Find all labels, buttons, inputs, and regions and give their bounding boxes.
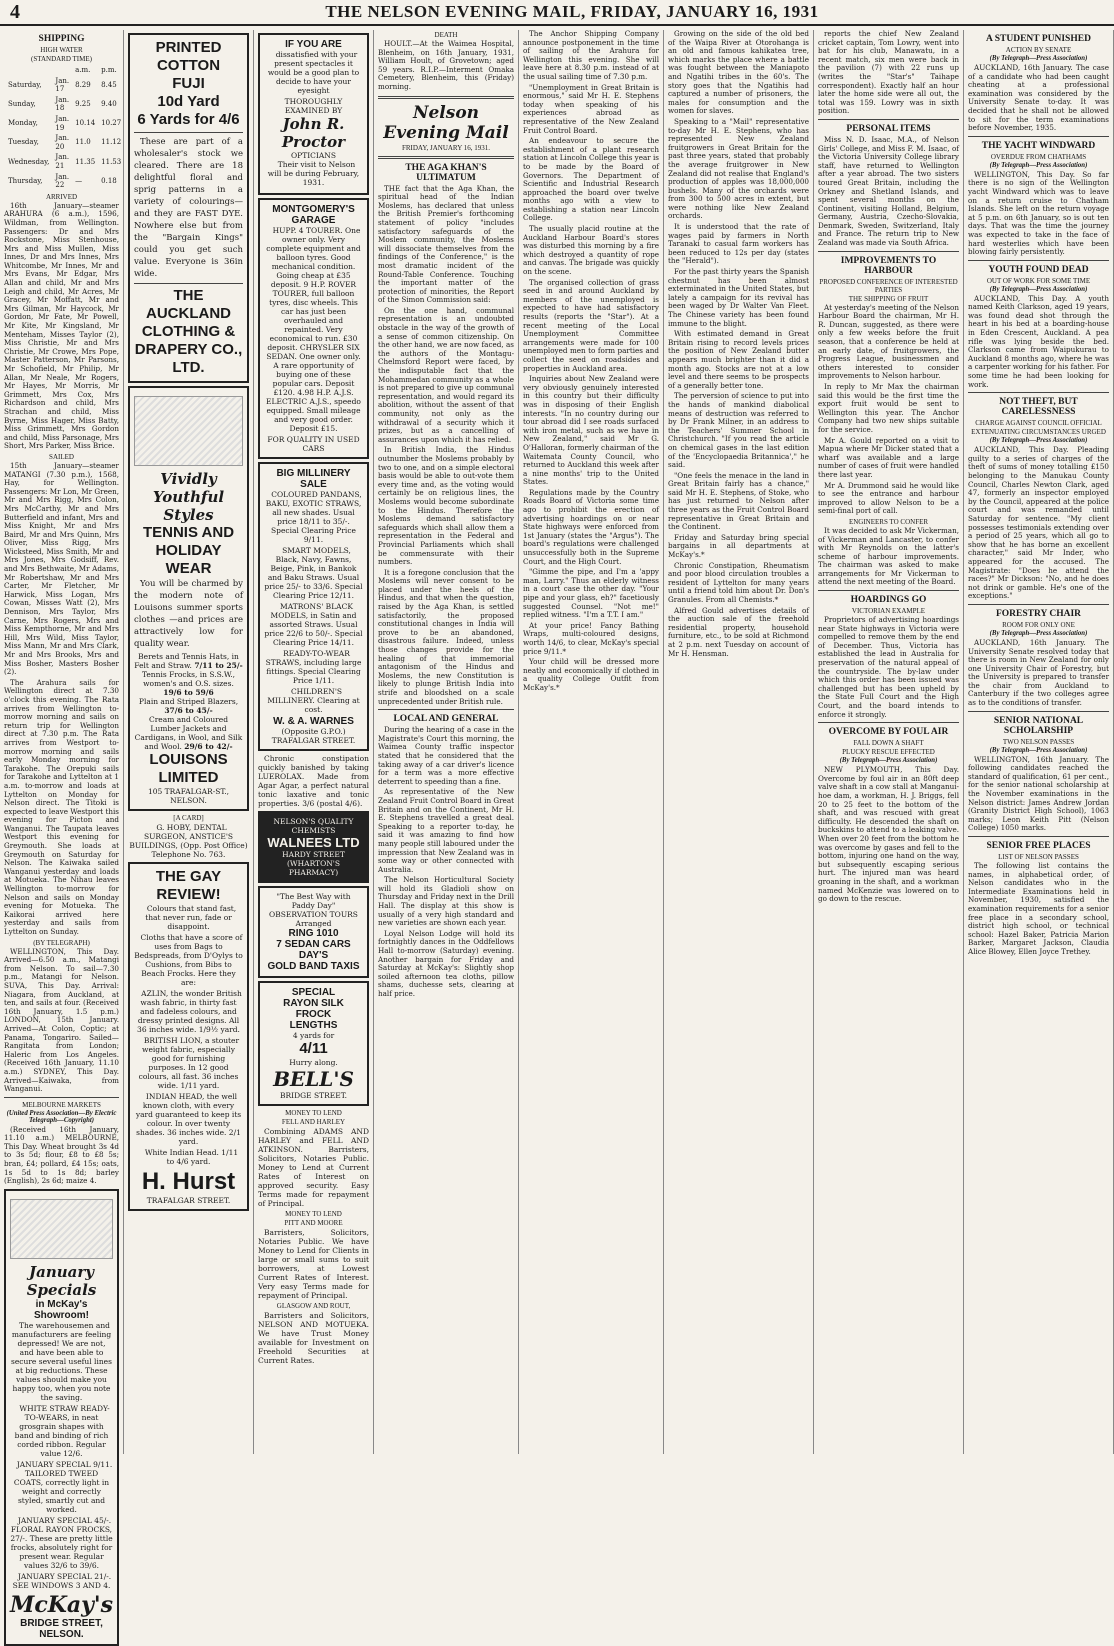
windward-subheading: OVERDUE FROM CHATHAMS — [990, 152, 1087, 161]
youth-byline: (By Telegraph—Press Association) — [989, 285, 1088, 293]
jan-item: JANUARY SPECIAL 21/-. SEE WINDOWS 3 AND 4. — [12, 1571, 112, 1590]
tide-subheading: (STANDARD TIME) — [31, 55, 92, 63]
foul-air-subheading: FALL DOWN A SHAFT — [853, 739, 924, 748]
millinery-sale: SALE — [300, 479, 327, 490]
scholarship-byline: (By Telegraph—Press Association) — [989, 746, 1088, 754]
hoardings-subheading: VICTORIAN EXAMPLE — [851, 607, 926, 616]
news-paragraph: "One feels the menace in the land in Great Britain fairly has a chance," said Mr H. E. Stephens, of Stoke, who has just returned to Nelson after three years as the Fruit Control Board representative in Great Britain and the Continent. — [668, 470, 809, 532]
editorial-paragraph: On the one hand, communal representation is an undoubted obstacle in the way of the growth of a sense of common citizenship. On the other hand, we are now faced, as the authors of the Montagu-Chelmsford Report were faced, by the indisputable fact that the Mohammedan community as a whole is not prepared to give up communal representation, and would regard its abolition, without the assent of that community, not only as the withdrawal of a security which it prizes, but as a cancelling of assurances upon which it has relied. — [378, 305, 514, 444]
montgomery-advert — [258, 198, 369, 459]
paddy-tagline: "The Best Way with Paddy Day" — [276, 892, 351, 910]
warnes-advert — [258, 462, 369, 751]
millinery-item: READY-TO-WEAR STRAWS, including large fittings. Special Clearing Price 1/11. — [265, 649, 362, 685]
lend-text-2: Barristers, Solicitors, Notaries Public. We have Money to Lend for Clients in large or small sums to suit borrowers, at Lowest Current Rates of Interest. Very easy Terms made for repayment of Principal. — [258, 1228, 369, 1300]
gay-item: White Indian Head. 1/11 to 4/6 yard. — [144, 1148, 239, 1166]
tennis-text: You will be charmed by the modern note of Louisons summer sports clothes —and prices are attractively low for quality wear. — [134, 579, 243, 649]
warnes-street: TRAFALGAR STREET. — [271, 736, 356, 745]
news-paragraph: The Anchor Shipping Company announce postponement in the time of sailing of the Arahura for Wellington this evening. She will leave here at 8.30 p.m. instead of at the usual sailing time of 7.30 p.m. — [523, 29, 659, 81]
arrived-heading: ARRIVED — [45, 192, 78, 201]
sailed-text: 15th January—steamer MATANGI (7.30 p.m.), 1568, Hay, for Wellington. Passengers: Mr Lon, Mr Green, Mr and Mrs Rigg, Mrs Colon, Mrs McCarthy, Mr and Mrs Butterfield and infant, Mrs and Miss Knight, Mr and Mrs Baird, Mr and Mrs Quinn, Mrs Oliver, Miss Rigg, Mrs Wicksteed, Miss Smith, Mr and Mrs Jones, Mrs Godsiff, Rev. and Mrs Bethwaite, Mr Adams, Mr Robertshaw, Mr and Mrs Carter, Mr Fletcher, Mr Harwick, Miss Logan, Mrs Cowan, Misses Watt (2), Mrs Dennison, Mrs Taylor, Mrs Carne, Mrs Rogers, Mrs and Miss Kempthorne, Mr and Mrs Hill, Mrs Wild, Miss Taylor, Miss Mann, Mr and Mrs Clark, Mr and Mrs Brooks, Mrs and Miss Bosher, Masters Bosher (2). — [4, 460, 119, 677]
theft-subheading: CHARGE AGAINST COUNCIL OFFICIAL — [975, 419, 1102, 428]
markets-text: (Received 16th January, 11.10 a.m.) MELBOURNE, This Day. Wheat brought 3s 4d to 3s 5d; flour, £8 to £8 5s; bran, £4; pollard, £4 15s; oats, 1s 5d to 1s 8d; barley (English), 2s 6d; maize 4. — [4, 1124, 119, 1186]
dentist-card: G. HOBY, DENTAL SURGEON, ANSTICE'S BUILDINGS, (Opp. Post Office) Telephone No. 763. — [129, 823, 248, 859]
local-paragraph: Loyal Nelson Lodge will hold its fortnightly dances in the Oddfellows Hall to-morrow (Saturday) evening. Another bargain for Friday and Saturday at McKay's: Slightly shop soiled afternoon tea cloths, pillow shams, duchesse sets, clearing at half price. — [378, 928, 514, 998]
editorial-paragraph: It is a foregone conclusion that the Moslems will never consent to be placed under the heels of the Hindus, and that when the question, raised by the Aga Khan, is settled satisfactorily, the proposed constitutional changes in India will prove to be an abandoned, disastrous failure. Indeed, unless those changes provide for the healing of that immemorial antagonism of the Hindus and Moslems, the new Constitution is likely to plunge British India into strife and bloodshed on a scale unprecedented under British rule. — [378, 567, 514, 706]
rayon-qty: 4 yards for — [292, 1031, 335, 1040]
jan-item: WHITE STRAW READY-TO-WEARS, in neat grosgrain shapes with band and binding of rich corded ribbon. Regular value 12/6. — [14, 1403, 110, 1458]
cotton-price: 10d Yard — [157, 93, 220, 110]
taxi-item: 7 SEDAN CARS — [276, 939, 351, 950]
taxi-item: RING 1010 — [288, 928, 339, 939]
cotton-text: These are part of a wholesaler's stock we cleared. There are 18 delightful floral and sprig patterns in a variety of colourings—and they are FAST DYE. Nowhere else but from the "Bargain Kings" could you get such value. Everyone is 36in wide. — [134, 137, 243, 279]
youth-subheading: OUT OF WORK FOR SOME TIME — [986, 276, 1091, 285]
warnes-location: (Opposite G.P.O.) — [281, 727, 346, 736]
editorial-paragraph: THE fact that the Aga Khan, the spiritual head of the Indian Moslems, has declared that unless the British Premier's forthcoming statement of policy "includes satisfactory safeguards of the Moslem community, the Moslems will dissociate themselves from the findings of the Conference," is the most dramatic incident of the Round-Table Conference. Touching the important matter of the protection of minorities, the Report of the Simon Commission said: — [378, 183, 514, 305]
sailed-heading: SAILED — [49, 452, 74, 461]
opticians-label: OPTICIANS — [291, 151, 336, 160]
news-paragraph: It is understood that the rate of wages paid by farmers in North Taranaki to casual farm workers has been reduced to 12s per day (states the "Herald"). — [668, 222, 809, 266]
bells-logo: BELL'S — [273, 1067, 354, 1091]
lend-heading: MONEY TO LEND — [285, 1109, 342, 1117]
louisons-limited: LIMITED — [158, 769, 219, 786]
theft-subheading-2: EXTENUATING CIRCUMSTANCES URGED — [971, 428, 1106, 437]
news-paragraph: Speaking to a "Mail" representative to-day Mr H. E. Stephens, who has represented New Zealand fruitgrowers in Great Britain for the past three years, stated that probably the average fruitgrower in New Zealand did not realise that England's production of apples was 18,000,000 bushels. Many of the orchards were from 300 to 500 acres in extent, but were nothing like New Zealand orchards. — [668, 116, 809, 221]
windward-text: WELLINGTON, This Day. So far there is no sign of the Wellington yacht Windward which was to leave on a return cruise to Chatham Islands. She left on the return voyage at 5 p.m. on 6th January, so is out ten days. That was the time the journey was expected to take in the face of hard westerlies which have been blowing fairly persistently. — [968, 169, 1109, 257]
wear-title: WEAR — [165, 560, 212, 577]
markets-byline: (United Press Association—By Electric Telegraph—Copyright) — [6, 1109, 117, 1124]
gay-item: AZLIN, the wonder British wash fabric, in thirty fast and fadeless colours, and dressy printed designs. All 36 inches wide. 1/9½ yard. — [137, 989, 242, 1034]
free-places-text: The following list contains the names, in alphabetical order, of Nelson candidates who in the Intermediate Examinations held in November, 1930, satisfied the examination requirements for a senior free place in a secondary school, district high school, or technical school: Hazel Baker, Patricia Marion Barker, Margaret Jackson, Claudia Alice Blowey, Ellen Joyce Trethey. — [968, 861, 1109, 956]
engineers-heading: ENGINEERS TO CONFER — [848, 517, 929, 526]
editorial-paragraph: In British India, the Hindus outnumber the Moslems probably by two to one, and on a simple electoral basis would be able to out-vote them every time and, as the voting would certainly be on religious lines, the Moslems would become subordinate to the Hindus. Therefore the Moslems demand satisfactory safeguards which shall allow them a representation in the Federal and Provincial Parliaments which shall be commensurate with their numbers. — [378, 445, 514, 567]
cotton-fuji: FUJI — [172, 75, 205, 92]
death-notice: HOULT.—At the Waimea Hospital, Blenheim, on 16th January, 1931, William Hoult, of Grovetown; aged 59 years. R.I.P.—Interment Omaka Cemetery, Blenheim, this (Friday) morning. — [378, 39, 514, 91]
paper-date: FRIDAY, JANUARY 16, 1931. — [401, 143, 491, 152]
harbour-subheading: PROPOSED CONFERENCE OF INTERESTED PARTIES — [819, 277, 958, 294]
taxi-item: GOLD BAND TAXIS — [267, 961, 360, 972]
harbour-paragraph: At yesterday's meeting of the Nelson Harbour Board the chairman, Mr H. R. Duncan, suggested, as there were only a few weeks before the fruit season, that a conference be held at an early date, of fruitgrowers, the Progress League, businessmen and others interested to consider improvements to Nelson harbour. — [818, 302, 959, 381]
tide-row: Saturday, Jan. 17 8.29 8.45 — [8, 76, 117, 94]
paper-nameplate: Nelson Evening Mail — [383, 102, 509, 143]
hurst-logo: H. Hurst — [141, 1168, 236, 1195]
warnes-name: W. & A. WARNES — [273, 716, 354, 727]
mckays-town: NELSON. — [39, 1628, 84, 1640]
news-paragraph: Chronic Constipation, Rheumatism and poor blood circulation troubles a resident of Lyttelton for many years until a friend told him about Dr. Don's Granules. From all Chemists.* — [668, 560, 809, 604]
walnees-pharmacy: (WHARTON'S PHARMACY) — [286, 859, 341, 877]
jan-specials-text: The warehousemen and manufacturers are feeling depressed! We are not, and have been able to secure several useful lines at big reductions. These values should make you happy too, when you note the saving. — [11, 1320, 112, 1402]
card-heading: [A CARD] — [173, 814, 204, 822]
millinery-item: COLOURED PANDANS, BAKU, EXOTIC STRAWS, all new shades. Usual price 18/11 to 35/-. Special Clearing Price 9/11. — [265, 490, 362, 544]
louisons-name: LOUISONS — [149, 751, 228, 768]
local-paragraph: As representative of the New Zealand Fruit Control Board in Great Britain and on the Continent, Mr H. E. Stephens travelled a great deal. Speaking to a reporter to-day, he said it was amazing to find how many people still laboured under the impression that New Zealand was in some way or other connected with Australia. — [378, 787, 514, 874]
vividly-text: Vividly — [160, 470, 217, 488]
millinery-item: CHILDREN'S MILLINERY. Clearing at cost. — [267, 687, 360, 714]
jan-specials-title: January Specials — [26, 1262, 97, 1299]
death-heading: DEATH — [434, 31, 458, 39]
column-editorial — [374, 30, 519, 1454]
hoardings-heading: HOARDINGS GO — [850, 595, 927, 606]
hurst-advert — [128, 862, 249, 1211]
punished-subheading: ACTION BY SENATE — [1005, 46, 1072, 54]
luerolax-text: Chronic constipation quickly banished by taking LUEROLAX. Made from Agar Agar, a perfect natural tonic laxative and tonic properties. 3/6 (postal 4/6). — [258, 754, 369, 808]
cotton-advert — [128, 33, 249, 383]
mckays-advert — [4, 1189, 119, 1646]
foul-air-byline: (By Telegraph—Press Association) — [839, 757, 938, 765]
days-taxi-advert — [258, 886, 369, 978]
foul-air-text: NEW PLYMOUTH, This Day. Overcome by foul air in an 80ft deep valve shaft in a cow stall at Manganui-hoe dam, a workman, H. J. Briggs, fell 20 to 25 feet to the bottom of the shaft, and was rescued with great difficulty. He descended the shaft on buckskins to attend to a leaking valve. When over 20 feet from the bottom he was overcome by gases and fell to the bottom, injuring one hand on the way, but subsequently escaping serious hurt. The injured man was heard groaning in the shaft, and a workman named McKenzie was lowered on to go down to the rescue. — [818, 765, 959, 904]
harbour-subheading-2: THE SHIPPING OF FRUIT — [848, 294, 929, 303]
tide-row: Thursday, Jan. 22 — 0.18 — [8, 172, 117, 190]
review-title: REVIEW! — [156, 886, 221, 903]
column-shipping — [0, 30, 124, 1640]
holiday-title: HOLIDAY — [155, 542, 222, 559]
local-heading: LOCAL AND GENERAL — [393, 714, 499, 725]
tennis-illustration — [134, 396, 243, 466]
hurst-street: TRAFALGAR STREET. — [146, 1196, 231, 1205]
shipping-heading: SHIPPING — [38, 34, 85, 44]
punished-text: AUCKLAND, 16th January. The case of a candidate who had been caught cheating at a professional examination was considered by the University Senate to-day. It was decided that he shall not be allowed to sit for the term examinations before November, 1935. — [968, 63, 1109, 133]
column-local-news — [519, 30, 664, 1454]
rayon-special: SPECIAL — [291, 987, 336, 998]
forestry-byline: (By Telegraph—Press Association) — [989, 629, 1088, 637]
tide-row: Sunday, Jan. 18 9.25 9.40 — [8, 95, 117, 113]
gay-item: INDIAN HEAD, the well known cloth, with every yard guaranteed to keep its colour. In over twenty shades. 36 inches wide. 2/1 yard. — [135, 1092, 242, 1146]
walnees-street: HARDY STREET — [282, 850, 345, 859]
theft-byline: (By Telegraph—Press Association) — [989, 437, 1088, 445]
price-item: Berets and Tennis Hats, in Felt and Straw. 7/11 to 25/- — [134, 652, 243, 670]
column-drapery-ads — [124, 30, 254, 1454]
news-paragraph: Growing on the side of the old bed of the Waipa River at Otorohanga is an old and famous kahikatea tree, which marks the place where a battle was fought between the Maniapoto and Ngatihi tribes in the 60's. The story goes that the Ngatihis had captured a number of prisoners, the males for consumption and the women for slaves. — [668, 29, 809, 116]
news-paragraph: Your child will be dressed more neatly and economically if clothed in a quality College Outfit from McKay's.* — [523, 657, 659, 692]
rayon-price: 4/11 — [299, 1040, 328, 1057]
news-paragraph: Alfred Gould advertises details of the auction sale of the freehold residential property, household furniture, etc., to be sold at Richmond at 2 p.m. next Tuesday on account of Mr H. Hensman. — [668, 605, 809, 658]
gay-item: BRITISH LION, a stouter weight fabric, especially good for furnishing purposes. In 12 good colours, all fast. 36 inches wide. 1/11 yard. — [138, 1036, 240, 1090]
newspaper-title: THE NELSON EVENING MAIL, FRIDAY, JANUARY 16, 1931 — [325, 2, 819, 21]
scholarship-heading: SENIOR NATIONAL SCHOLARSHIP — [993, 715, 1084, 736]
news-paragraph: The organised collection of grass seed in and around Auckland by members of the unemployed is expected to have had satisfactory results (reports the "Star"). At a recent meeting of the Local Unemployment Committee arrangements were made for 100 unemployed men to form parties and collect the seed on roadsides and properties in Auckland area. — [523, 277, 659, 373]
tide-row: Wednesday, Jan. 21 11.35 11.53 — [8, 153, 122, 170]
news-paragraph: Regulations made by the Country Roads Board of Victoria some time ago to prohibit the erection of advertising hoardings on or near State highways were enforced from 1st January (states the "Argus"). The board's regulations were challenged unsuccessfully both in the Supreme Court, and the High Court. — [523, 487, 659, 566]
taxi-item: DAY'S — [298, 950, 329, 961]
shipping-notes: The Arahura sails for Wellington direct at 7.30 o'clock this evening. The Rata arrives from Wellington to-morrow morning and sails on return trip for Wellington direct at 7.30 p.m. The Rata arrives from Westport to-morrow morning and sails early Monday morning for Tarakohe. The Orepuki sails for Tarakohe and Lyttelton at 1 a.m. to-morrow and loads at Lyttelton on Monday for Nelson direct. The Titoki is expected to leave Westport this evening for Picton and Wanganui. The Taupata leaves Westport this evening for Greymouth. She loads at Greymouth on Saturday for Nelson. The Kaiwaka sailed Wanganui yesterday and loads at Motueka. The Nihau leaves Wellington to-morrow for Nelson and sails on Monday evening for Motueka. The Kaikorai arrived here yesterday and sails from Lyttelton on Sunday. — [4, 677, 119, 936]
tide-row: Tuesday, Jan. 20 11.0 11.12 — [8, 134, 122, 151]
theft-text: AUCKLAND, This Day. Pleading guilty to a series of charges of the theft of sums of money totalling £150 belonging to the Manukau County Council, Charles Newton Clark, aged 47, formerly an inspector employed by the Council, appeared at the police court and was remanded until Saturday for sentence. "My client possesses testimonials extending over a period of 25 years, which all go to show that he has borne an excellent character," said Mr Inder, who appeared for the accused. The Magistrate: "Does he attend the races?" Mr Dickson: "No, and he does not drink or gamble. He's one of the exceptions." — [968, 445, 1109, 601]
eyes-examined: THOROUGHLY EXAMINED BY — [284, 97, 343, 115]
news-paragraph: At your price! Fancy Bathing Wraps, multi-coloured designs, worth 14/6, to clear, McKay's special price 9/11.* — [523, 620, 659, 656]
engineers-text: It was decided to ask Mr Vickerman, of Vickerman and Lancaster, to confer with Mr Reynolds on the latter's scheme of harbour improvements. The chairman was asked to make arrangements for Mr Vickerman to attend the next meeting of the Board. — [818, 525, 959, 587]
editorial-heading: THE AGA KHAN'S ULTIMATUM — [405, 162, 487, 183]
price-item: Plain and Striped Blazers, 37/6 to 45/- — [138, 697, 239, 715]
punished-heading: A STUDENT PUNISHED — [986, 34, 1091, 44]
cotton-title: PRINTED COTTON — [155, 39, 222, 74]
news-paragraph: The perversion of science to put into the hands of mankind diabolical means of destruction was referred to by Dr Frank Milner, in an address to the Teachers' Summer School in Christchurch. "If you read the article on chemical gases in the last edition of the 'Encyclopaedia Britannica'," he said. — [668, 391, 809, 470]
walnees-tagline: NELSON'S QUALITY CHEMISTS — [273, 817, 354, 835]
bells-street: BRIDGE STREET. — [279, 1091, 347, 1100]
fashion-illustration — [10, 1199, 113, 1259]
jan-item: JANUARY SPECIAL 9/11. TAILORED TWEED COATS, correctly light in weight and correctly styled, smartly cut and worked. — [13, 1459, 113, 1514]
jan-specials-sub: in McKay's Showroom! — [34, 1298, 89, 1321]
punished-byline: (By Telegraph—Press Association) — [989, 55, 1088, 62]
local-paragraph: During the hearing of a case in the Magistrate's Court this morning, the Waimea County traffic inspector stated that he considered that the taking away of a car driver's licence for a term was a more effective deterrent to speeding than a fine. — [378, 725, 514, 786]
column-general-news — [664, 30, 814, 1454]
news-paragraph: Inquiries about New Zealand were very obviously genuinely interested in this country but their difficulty was in disposing of their English interests. "In no country during our tour abroad did I see roads surfaced with iron metal, such as we have in New Zealand," said Mr G. O'Halloran, formerly chairman of the Waitemata County Council, who returned to Auckland this week after a nine months' trip to the United States. — [523, 374, 659, 487]
bells-advert — [258, 981, 369, 1106]
eyes-title: IF YOU ARE — [285, 39, 342, 50]
news-paragraph: With estimated demand in Great Britain rising to record levels prices the position of New Zealand butter appears much brighter than it did a month ago. Stocks are not at a low level and there seems to be prospects of a generally better tone. — [668, 329, 809, 390]
telegraph-text: WELLINGTON, This Day. Arrived—6.50 a.m., Matangi from Nelson. To sail—7.30 p.m., Matangi for Nelson. SUVA, This Day. Arrival: Niagara, from Auckland, at ten, and sails at four. (Received 16th January, 1.5 p.m.) LONDON, 15th January. Arrived—At Colon, Coptic; at Panama, Tongariro. Sailed—Rangitata from London; Haleric from Los Angeles. (Received 16th January, 11.10 a.m.) SYDNEY, This Day. Arrived—Kaiwaka, from Wanganui. — [4, 946, 119, 1094]
forestry-text: AUCKLAND, 16th January. The University Senate resolved today that there is room in New Zealand for only one University Chair of Forestry, but the University is prepared to transfer the chair from Auckland to Canterbury if the two colleges agree as to the conditions of transfer. — [968, 637, 1109, 708]
youth-heading: YOUTH FOUND DEAD — [988, 264, 1089, 275]
tide-header-row: a.m. p.m. — [75, 66, 117, 74]
proctor-advert — [258, 33, 369, 195]
lend-text-3: Barristers and Solicitors, NELSON AND MOTUEKA. We have Trust Money available for Investment on Freehold Securities at Current Rates. — [258, 1311, 369, 1365]
walnees-advert — [258, 811, 369, 883]
news-paragraph: The usually placid routine at the Auckland Harbour Board's stores was disturbed this morning by a fire which destroyed a quantity of rope and canvas. The brigade was quickly on the scene. — [523, 224, 659, 277]
column-harbour — [814, 30, 964, 1454]
cricket-text: reports the chief New Zealand cricket captain, Tom Lowry, went into bat for his club, Manawatu, in a recent match, six men were back in the pavilion (7) with 22 runs up (writes the "Star's" Taihape correspondent). Exactly half an hour later the home side were all out, the total was 159. Lowry was in sixth position. — [818, 29, 959, 116]
mckays-street: BRIDGE STREET, — [20, 1617, 103, 1629]
lend-firm: FELL AND HARLEY — [281, 1118, 346, 1126]
local-paragraph: The Nelson Horticultural Society will hold its Gladioli show on Thursday and Friday next in the Drill Hall. The display at this show is usually of a very high standard and new varieties are shown each year. — [378, 875, 514, 928]
garage-quality: FOR QUALITY IN USED CARS — [267, 435, 360, 453]
gay-text: Colours that stand fast, that never run, fade or disappoint. — [145, 904, 237, 931]
windward-byline: (By Telegraph—Press Association) — [989, 161, 1088, 169]
harbour-paragraph: In reply to Mr Max the chairman said this would be the first time the export fruit would be sent to Wellington this year. The Anchor Company had two new ships suitable for the service. — [818, 382, 959, 434]
harbour-paragraph: Mr A. Drummond said he would like to see the entrance and harbour improved to allow Nelson to be a semi-final port of call. — [818, 480, 959, 516]
forestry-subheading: ROOM FOR ONLY ONE — [1002, 620, 1075, 629]
forestry-heading: FORESTRY CHAIR — [995, 608, 1082, 619]
personal-heading: PERSONAL ITEMS — [846, 123, 931, 134]
millinery-title: BIG MILLINERY — [276, 468, 351, 479]
millinery-item: MATRONS' BLACK MODELS, in Satin and assorted Straws. Usual price 22/6 to 50/-. Special Clearing Price 14/11. — [264, 602, 363, 647]
millinery-item: SMART MODELS, Black, Navy, Fawns, Beige, Pink, in Bankok and Baku Straws. Usual price 25/- to 33/6. Special Clearing Price 12/11. — [264, 546, 363, 600]
eyes-text: dissatisfied with your present spectacles it would be a good plan to decide to have your eyesight — [267, 50, 360, 95]
styles-text: Styles — [163, 506, 214, 524]
lend-text: Combining ADAMS AND HARLEY and FELL AND ATKINSON. Barristers, Solicitors, Notaries Public. Money to Lend at Current Rates of Interest on approved security. Easy Terms made for repayment of Principal. — [258, 1127, 369, 1208]
windward-heading: THE YACHT WINDWARD — [981, 140, 1096, 151]
jan-item: JANUARY SPECIAL 45/-. FLORAL RAYON FROCKS, 27/-. These are pretty little frocks, absolutely right for present wear. Regular values 32/6 to 39/6. — [10, 1515, 113, 1570]
theft-heading: NOT THEFT, BUT CARELESSNESS — [999, 397, 1078, 418]
news-paragraph: Friday and Saturday bring special bargains in all departments at McKay's.* — [668, 532, 809, 560]
youthful-text: Youthful — [152, 488, 225, 506]
price-item: Cream and Coloured Lumber Jackets and Cardigans, in Wool, and Silk and Wool. 29/6 to 42/- — [134, 715, 243, 751]
tide-row: Monday, Jan. 19 10.14 10.27 — [8, 114, 122, 132]
arrived-text: 16th January—steamer ARAHURA (6 a.m.), 1596, Wildman, from Wellington. Passengers: Dr and Mrs Rockstone, Miss Stenhouse, Mrs and Miss Mullen, Miss Innes, Dr and Mrs Innes, Mrs Whitcombe, Mr Innes, Mr and Mrs Evans, Mr Edgar, Mrs Allan and child, Mr and Mrs Leigh and child, Mr Acres, Mr Gracey, Mr Moffatt, Mr and Mrs Gilman, Mr Haycock, Mr Gordon, Mr Fate, Mr Powell, Mr Kite, Mr Kingsland, Mr Menteham, Misses Taylor (2), Miss Christie, Mr and Mrs Christie, Mr Crowe, Mrs Pope, Master Patterson, Mr Parsons, Mr Schofield, Mr Philip, Mr Allan, Mr Neale, Mr Rogers, Mr Hayes, Mr Morris, Mr Grimmett, Mrs Cox, Mrs Richardson and child, Mrs Strachan and child, Miss Byrne, Miss Hager, Miss Batty, Miss Grimmett, Mrs Gordon and child, Miss Parsonage, Mrs Short, Mrs Parker, Miss Brice. — [4, 200, 119, 451]
price-item: Tennis Frocks, in S.S.W., women's and O.S. sizes. 19/6 to 59/6 — [141, 670, 236, 697]
harbour-paragraph: Mr A. Gould reported on a visit to Mapua where Mr Dicker stated that a wharf was available and a large number of cases of fruit were handled there last year. — [818, 435, 959, 479]
harbour-heading: IMPROVEMENTS TO HARBOUR — [840, 255, 937, 276]
auckland-name-2: CLOTHING & DRAPERY CO., LTD. — [134, 323, 243, 376]
garage-name: MONTGOMERY'S — [272, 204, 355, 215]
telegraph-heading: (BY TELEGRAPH) — [33, 938, 90, 947]
gay-item: Cloths that have a score of uses from Bags to Bedspreads, from D'Oylys to Cushions, from Bibs to Beach Frocks. Here they are: — [134, 933, 243, 987]
foul-air-subheading-2: PLUCKY RESCUE EFFECTED — [842, 748, 935, 757]
louisons-address: 105 TRAFALGAR-ST., NELSON. — [147, 787, 230, 805]
free-places-subheading: LIST OF NELSON PASSES — [998, 853, 1079, 861]
news-paragraph: An endeavour to secure the establishment of a plant research station at Lincoln College this year is to be made by the Board of Governors. The Department of Scientific and Industrial Research approached the board over twelve months ago with a view to establishing a station near Lincoln College. — [523, 136, 659, 223]
rayon-title: RAYON SILK FROCK — [283, 998, 344, 1020]
column-telegraph — [964, 30, 1114, 1454]
markets-heading: MELBOURNE MARKETS — [22, 1100, 101, 1109]
scholarship-subheading: TWO NELSON PASSES — [1002, 737, 1075, 746]
youth-text: AUCKLAND, This Day. A youth named Keith Clarkson, aged 19 years, was found dead shot through the heart in his bed at a boarding-house in Eden Crescent, Auckland. A pea rifle was lying beside the bed. Clarkson came from Waipukurau to Auckland 8 months ago, where he was a carpenter working for his father. For some time he had been looking for work. — [968, 293, 1109, 389]
rayon-lengths: LENGTHS — [289, 1020, 338, 1031]
walnees-logo: WALNEES LTD — [267, 835, 360, 850]
scholarship-text: WELLINGTON, 16th January. The following candidates reached the standard of qualification, 61 per cent., for the senior national scholarship at the November examinations in the Nelson district: James Andrew Jordan (Granity District High School), 1063 marks; Leon Keith Pitt (Nelson College) 1050 marks. — [968, 754, 1109, 833]
column-motor-ads — [254, 30, 374, 1454]
news-paragraph: For the past thirty years the Spanish chestnut has been almost exterminated in the United States, but lately a campaign for its revival has been waged by Dr Walter Van Fleet. The Chinese variety has been found immune to the blight. — [668, 267, 809, 328]
masthead — [0, 0, 1114, 26]
proctor-note: Their visit to Nelson will be during February, 1931. — [267, 160, 360, 187]
news-paragraph: "Gimme the pipe, and I'm a 'appy man, Larry." Thus an elderly witness in a court case the other day. "Your pipe and your glass, eh?" facetiously suggested Counsel. "Not me!" replied witness. "I'm a T.T. I am." — [523, 567, 659, 620]
proctor-logo: John R. Proctor — [281, 115, 346, 151]
hoardings-text: Proprietors of advertising hoardings near State highways in Victoria were compelled to remove them by the end of December. Thus, Victoria has established the lead in Australia for preservation of the natural appeal of the countryside. The by-law under which this order has been issued was challenged but has been upheld by the State Full Court and the High Court, and the board intends to enforce it strongly. — [818, 615, 959, 719]
garage-text: HUPP. 4 TOURER. One owner only. Very complete equipment and balloon tyres. Good mechanical condition. Going cheap at £35 deposit. 9 H.P. ROVER TOURER, full balloon tyres, disc wheels. This car has just been overhauled and repainted. Very economical to run. £30 deposit. CHRYSLER SIX SEDAN. One owner only. A rare opportunity of buying one of these popular cars. Deposit £120. 4.98 H.P. A.J.S. ELECTRIC A.J.S., speedo equipped. Small mileage and very good order. Deposit £15. — [266, 226, 361, 433]
tide-heading: HIGH WATER — [40, 46, 83, 54]
lend-firm-3: GLASGOW AND ROUT, — [276, 1302, 351, 1310]
rayon-hurry: Hurry along. — [289, 1058, 338, 1067]
lend-heading-2: MONEY TO LEND — [285, 1210, 342, 1218]
news-paragraph: "Unemployment in Great Britain is enormous," said Mr H. E. Stephens today when speaking of his experiences abroad as representative of the New Zealand Fruit Control Board. — [523, 82, 659, 135]
page-number: 4 — [10, 0, 20, 23]
mckays-logo: McKay's — [10, 1591, 114, 1618]
garage-word: GARAGE — [291, 215, 336, 226]
foul-air-heading: OVERCOME BY FOUL AIR — [828, 727, 949, 738]
auckland-name: THE AUCKLAND — [146, 287, 231, 322]
tennis-title: TENNIS AND — [142, 524, 235, 541]
personal-text: Miss N. D. Isaac, M.A., of Nelson Girls' College, and Miss F. M. Isaac, of the Victoria University College library staff, have returned to Wellington after a year abroad. The two sisters toured Great Britain, including the Orkney and Shetland Islands, and spent several months on the Continent, visiting Holland, Belgium, Germany, Austria, Czecho-Slovakia, Denmark, Sweden, Switzerland, Italy and France. The return trip to New Zealand was made via South Africa. — [818, 134, 959, 248]
lend-firm-2: PITT AND MOORE — [284, 1219, 343, 1227]
taxi-item: OBSERVATION TOURS Arranged — [269, 910, 358, 928]
tide-table — [4, 64, 125, 192]
louisons-advert — [128, 386, 249, 811]
cotton-deal: 6 Yards for 4/6 — [137, 111, 240, 128]
free-places-heading: SENIOR FREE PLACES — [986, 841, 1091, 851]
gay-title: THE GAY — [155, 868, 222, 885]
